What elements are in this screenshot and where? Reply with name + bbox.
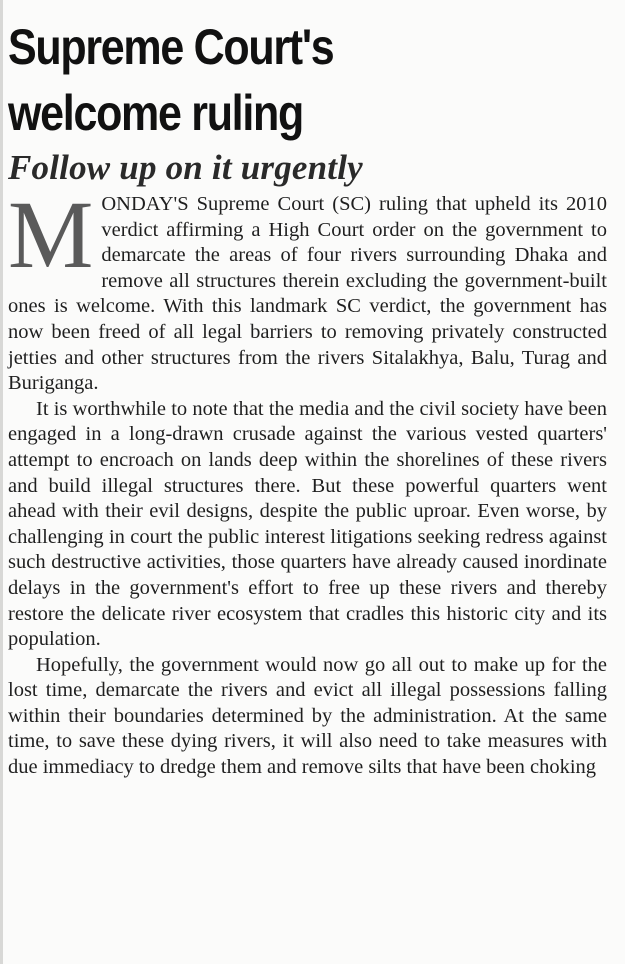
- subheadline: Follow up on it urgently: [8, 148, 363, 187]
- column-rule: [0, 0, 3, 964]
- article-body: [8, 181, 607, 781]
- drop-cap: M: [8, 181, 94, 288]
- paragraph-1-text: ONDAY'S Supreme Court (SC) ruling that upheld its 2010 verdict affirming a High Court order on the government to demarcate the areas of four rivers surrounding Dhaka and remove all structures therein excluding the government-built ones is welcome. With this landmark SC verdict, the government has now been freed of all legal barriers to removing privately constructed jetties and other structures from the rivers Sitalakhya, Balu, Turag and Buriganga.: [8, 193, 607, 395]
- paragraph-2: It is worthwhile to note that the media and the civil society have been engaged in a long-drawn crusade against the various vested quarters' attempt to encroach on lands deep within the shorelines of these rivers and build illegal structures there. But these powerful quarters went ahead with their evil designs, despite the public uproar. Even worse, by challenging in court the public interest litigations seeking redress against such destructive activities, those quarters have already caused inordinate delays in the government's effort to free up these rivers and thereby restore the delicate river ecosystem that cradles this historic city and its population.: [8, 397, 607, 651]
- headline-line-2: welcome ruling: [8, 85, 303, 141]
- paragraph-1: [8, 181, 607, 397]
- headline-line-1: Supreme Court's: [8, 19, 334, 75]
- paragraph-3: Hopefully, the government would now go all out to make up for the lost time, demarcate the rivers and evict all illegal possessions falling within their boundaries determined by the administration. At the same time, to save these dying rivers, it will also need to take measures with due immediacy to dredge them and remove silts that have been choking: [8, 653, 607, 779]
- headline: [8, 14, 606, 146]
